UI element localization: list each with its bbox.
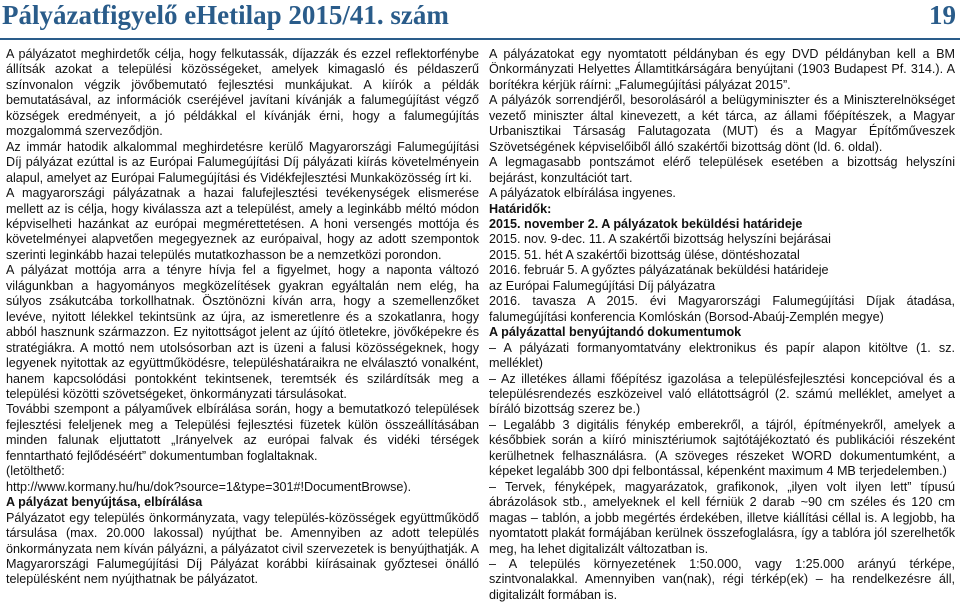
body-paragraph: – A pályázati formanyomtatvány elektronikus és papír alapon kitöltve (1. sz. melléklet) [489, 340, 955, 371]
body-paragraph: Pályázatot egy település önkormányzata, vagy település-közösségek együttműködő társulása (max. 20.000 lakossal) nyújthat be. Amennyiben az adott település önkormányzata nem kíván pályázni, a pályázatot civil szervezetek is benyújthatják. A Magyarországi Falumegújítási Díj Pályázat korábbi kiírásainak győztesei önálló településként nem nyújthatnak be pályázatot. [6, 510, 479, 587]
body-paragraph: (letölthető: [6, 464, 65, 479]
body-paragraph: – A település környezetének 1:50.000, vagy 1:25.000 arányú térképe, szintvonalakkal. Amennyiben van(nak), régi térkép(ek) – ha rendelkezésre áll, digitalizált formában is. [489, 556, 955, 602]
body-paragraph: az Európai Falumegújítási Díj pályázatra [489, 278, 716, 293]
body-paragraph: A pályázat mottója arra a tényre hívja fel a figyelmet, hogy a naponta változó világunkban a hagyományos megközelítések gyakran egyáltalán nem elég, ha súlyos zsákutcába torkollhatnak. Ösztönözni kíván arra, hogy a szemellenzőket levéve, nyitott lélekkel tekintsünk az újra, az ismeretlenre és a szokatlanra, hogy abból hasznunk származzon. Ez nyitottságot jelent az újító ötletekre, jövőképekre és stratégiákra. A mottó nem utolsósorban azt is üzeni a falusi közösségeknek, hogy legyenek nyitottak az együttműködésre, településhatáraikra ne elválasztó vonalként, hanem kapcsolódási pontokként tekintsenek, teremtsék és szilárdítsák meg a települési közötti szövetségeket, önkormányzati társulásokat. [6, 263, 479, 401]
body-paragraph: 2016. tavasza A 2015. évi Magyarországi Falumegújítási Díjak átadása, falumegújítási konferencia Komlóskán (Borsod-Abaúj-Zemplén megye) [489, 294, 955, 324]
body-paragraph: http://www.kormany.hu/hu/dok?source=1&type=301#!DocumentBrowse). [6, 479, 412, 494]
body-paragraph: További szempont a pályaművek elbírálása során, hogy a bemutatkozó települések fejlesztési feleljenek meg a Települési fejlesztési füzetek külön összeállításában minden falunak eljuttatott „Irányelvek az európai falvak és vidéki térségek fenntartható fejlődéséért” dokumentumban foglaltaknak. [6, 402, 479, 463]
section-heading: A pályázattal benyújtandó dokumentumok [489, 325, 742, 340]
body-paragraph: A pályázók sorrendjéről, besorolásáról a belügyminiszter és a Miniszterelnökséget vezető miniszter által kinevezett, a két tárca, az állami főépítészek, a Magyar Urbanisztikai Társaság Falutagozata (MUT) és a Magyar Építőműveszek Szövetségének képviselőiből álló szakértői bizottság dönt (ld. 6. oldal). [489, 93, 955, 154]
body-paragraph: – Legalább 3 digitális fénykép emberekről, a tájról, építményekről, amelyek a későbbiek során a kiíró minisztériumok sajtótájékoztató és publikációi részeként kerülhetnek felhasználásra. (A szöveges részeket WORD dokumentumként, a képeket legalább 300 dpi felbontással, képenként maximum 4 MB terjedelemben.) [489, 417, 955, 479]
body-paragraph: Az immár hatodik alkalommal meghirdetésre kerülő Magyarországi Falumegújítási Díj pályázat ezúttal is az Európai Falumegújítási Díj pályázati kiírás követelményein alapul, amelyet az Európai Falumegújítási és Vidékfejlesztési Munkaközösség írt ki. [6, 139, 479, 185]
body-paragraph: A pályázatok elbírálása ingyenes. [489, 186, 676, 201]
publication-title: Pályázatfigyelő eHetilap 2015/41. szám [2, 0, 449, 30]
body-paragraph: A pályázatot meghirdetők célja, hogy felkutassák, díjazzák és ezzel reflektorfénybe állítsák azokat a települési közösségeket, amelyek kimagasló és példaszerű színvonalon végzik jövőbemutató fejlesztési munkájukat. A kiírók a példák bemutatásával, az információk cseréjével javítani kívánják a falumegújítást végző községek eredményeit, a jó példákkal el kívánják érni, hogy a falumegújítás mozgalommá szerveződjön. [6, 47, 479, 139]
body-paragraph: 2016. február 5. A győztes pályázatának beküldési határideje [489, 263, 829, 278]
right-column [489, 47, 955, 605]
page-header [0, 0, 960, 40]
body-paragraph: – Tervek, fényképek, magyarázatok, grafikonok, „ilyen volt ilyen lett” típusú ábrázolások stb., amelyeknek el kell férniük 2 darab ~90 cm széles és 120 cm magas – tablón, a jobb megértés érdekében, illetve kiállítási céllal is. A legjobb, ha nyomtatott plakát formájában kerülnek összefoglalásra, így a tablóra jól szerelhetők meg, ha lehet digitalizált változatban is. [489, 479, 955, 556]
section-heading: Határidők: [489, 201, 552, 216]
body-paragraph: A magyarországi pályázatnak a hazai falufejlesztési tevékenységek elismerése mellett az is célja, hogy kiválassza azt a települést, amely a leginkább méltó módon képviselheti hazánkat az európai megmérettetésen. A honi versengés mottója és követelményei alapvetően megegyeznek az európaival, hogy az adott szempontok szerinti leginkább hazai település mutatkozhasson be a nemzetközi porondon. [6, 186, 479, 262]
section-heading: 2015. november 2. A pályázatok beküldési határideje [489, 216, 803, 231]
body-paragraph: A pályázatokat egy nyomtatott példányban és egy DVD példányban kell a BM Önkormányzati Helyettes Államtitkárságára benyújtani (1903 Budapest Pf. 314.). A borítékra kérjük ráírni: „Falumegújítási pályázat 2015”. [489, 47, 955, 92]
left-column [6, 47, 479, 605]
section-heading: A pályázat benyújtása, elbírálása [6, 495, 203, 510]
header-divider [0, 38, 960, 40]
body-paragraph: 2015. nov. 9-dec. 11. A szakértői bizottság helyszíni bejárásai [489, 232, 831, 247]
body-paragraph: – Az illetékes állami főépítész igazolása a településfejlesztési koncepcióval és a településrendezés eszközeivel való ellátottságról (2. számú melléklet, amelyet a bíráló bizottság szerez be.) [489, 371, 955, 417]
body-paragraph: 2015. 51. hét A szakértői bizottság ülése, döntéshozatal [489, 247, 800, 262]
page-number: 19 [929, 0, 956, 30]
body-paragraph: A legmagasabb pontszámot elérő települések esetében a bizottság helyszíni bejárást, konzultációt tart. [489, 155, 955, 185]
